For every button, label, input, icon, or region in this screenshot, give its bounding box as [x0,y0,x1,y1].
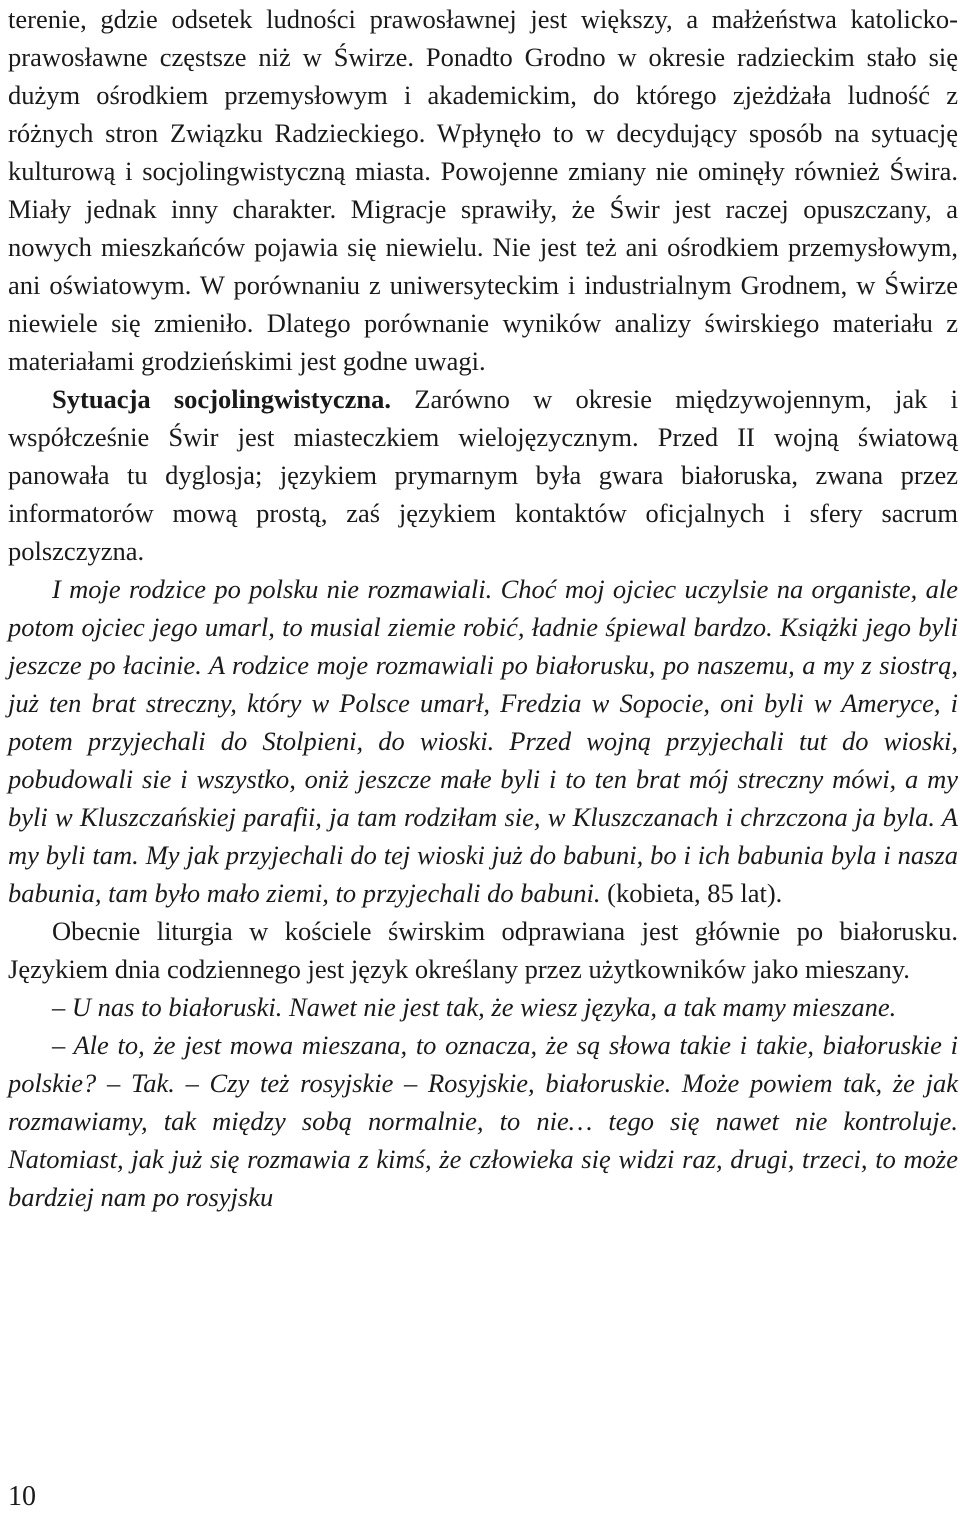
paragraph-intro: terenie, gdzie odsetek ludności prawosławnej jest większy, a małżeństwa katolicko-prawosławne częstsze niż w Świrze. Ponadto Grodno w okresie radzieckim stało się dużym ośrodkiem przemysłowym i akademickim, do którego zjeżdżała ludność z różnych stron Związku Radzieckiego. Wpłynęło to w decydujący sposób na sytuację kulturową i socjolingwistyczną miasta. Powojenne zmiany nie ominęły również Świra. Miały jednak inny charakter. Migracje sprawiły, że Świr jest raczej opuszczany, a nowych mieszkańców pojawia się niewielu. Nie jest też ani ośrodkiem przemysłowym, ani oświatowym. W porównaniu z uniwersyteckim i industrialnym Grodnem, w Świrze niewiele się zmieniło. Dlatego porównanie wyników analizy świrskiego materiału z materiałami grodzieńskimi jest godne uwagi. [8,4,958,376]
paragraph-text: Zarówno w okresie międzywojennym, jak i współcześnie Świr jest miasteczkiem wielojęzycznym. Przed II wojną światową panowała tu dyglosja; językiem prymarnym była gwara białoruska, zwana przez informatorów mową prostą, zaś językiem kontaktów oficjalnych i sfery sacrum polszczyzna. [8,384,958,566]
paragraph-quote-mixed: – U nas to białoruski. Nawet nie jest tak, że wiesz języka, a tak mamy mieszane. [52,992,897,1022]
paragraph-sociolinguistic-situation [8,380,958,570]
document-body [8,0,958,1216]
paragraph-quote-dialogue: – Ale to, że jest mowa mieszana, to oznacza, że są słowa takie i takie, białoruskie i polskie? – Tak. – Czy też rosyjskie – Rosyjskie, białoruskie. Może powiem tak, że jak rozmawiamy, tak między sobą normalnie, to nie… tego się nawet nie kontroluje. Natomiast, jak już się rozmawia z kimś, że człowieka się widzi raz, drugi, trzeci, to może bardziej nam po rosyjsku [8,1030,958,1212]
page-number: 10 [8,1481,36,1512]
quote-text: I moje rodzice po polsku nie rozmawiali. Choć moj ojciec uczylsie na organiste, ale potom ojciec jego umarl, to musial ziemie robić, ładnie śpiewal bardzo. Książki jego byli jeszcze po łacinie. A rodzice moje rozmawiali po białorusku, po naszemu, a my z siostrą, już ten brat streczny, który w Polsce umarł, Fredzia w Sopocie, oni byli w Ameryce, i potem przyjechali do Stolpieni, do wioski. Przed wojną przyjechali tut do wioski, pobudowali sie i wszystko, oniż jeszcze małe byli i to ten brat mój streczny mówi, a my byli w Kluszczańskiej parafii, ja tam rodziłam sie, w Kluszczanach i chrzczona ja byla. A my byli tam. My jak przyjechali do tej wioski już do babuni, bo i ich babunia byla i nasza babunia, tam było mało ziemi, to przyjechali do babuni. [8,574,958,908]
paragraph-quote-interview [8,570,958,912]
quote-source: (kobieta, 85 lat). [600,878,783,908]
paragraph-liturgy: Obecnie liturgia w kościele świrskim odprawiana jest głównie po białorusku. Językiem dnia codziennego jest język określany przez użytkowników jako mieszany. [8,916,958,984]
section-heading: Sytuacja socjolingwistyczna. [52,384,392,414]
